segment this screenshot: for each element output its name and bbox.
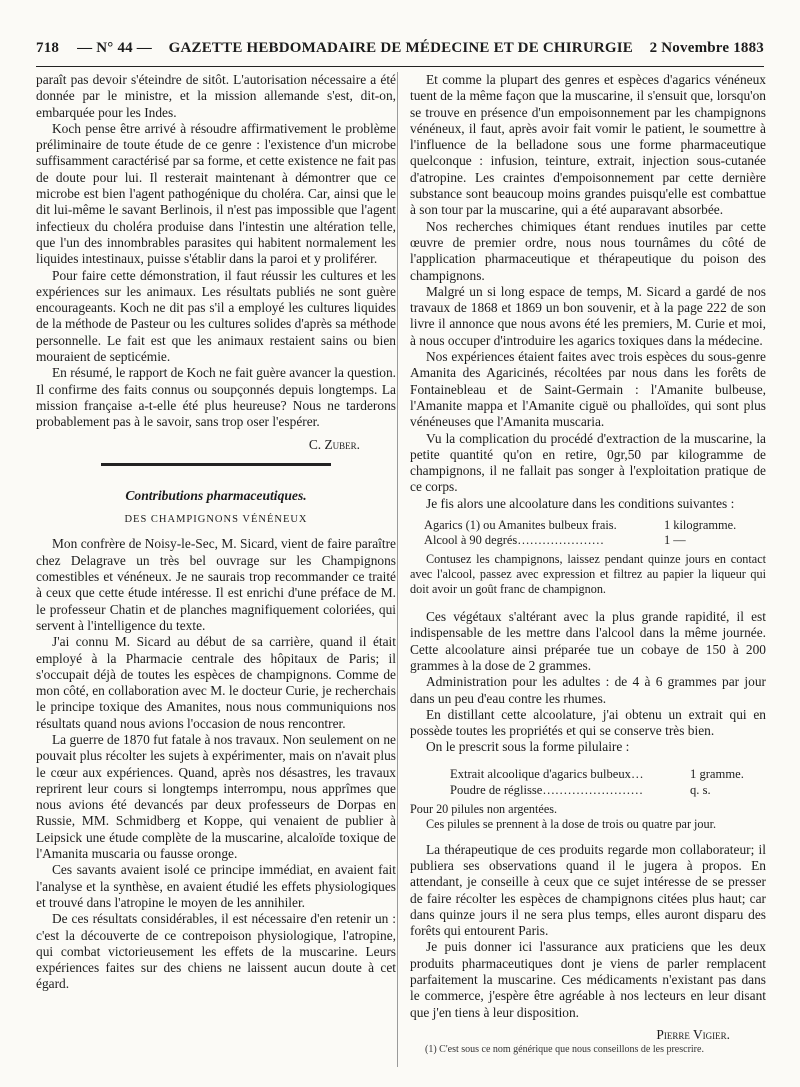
recipe-qty: 1 gramme. [690, 766, 744, 781]
paragraph: La guerre de 1870 fut fatale à nos travaux. Non seulement on ne pouvait plus récolter les sujets à expérimenter, mais on n'avait plus le cœur aux expériences. Quand, après nos désastres, les travaux reprirent leur cours si longtemps interrompu, nous apprîmes que nous avions été devancés par deux professeurs de Dorpas en Russie, MM. Schmidberg et Koppe, qui venaient de publier à Leipsick une étude complète de la muscarine, alcaloïde toxique de l'Amanita muscaria ou fausse oronge. [36, 731, 396, 862]
paragraph: Koch pense être arrivé à résoudre affirmativement le problème préliminaire de toute étude de ce genre : l'existence d'un microbe suffisamment caractérisé par sa forme, et cette existence ne fait pas de doute pour lui. Il resterait maintenant à démontrer que ce microbe est bien l'agent pathogénique du choléra. Car, ainsi que le dit lui-même le savant Berlinois, il n'est pas impossible que l'agent infectieux du choléra produise dans l'intestin une altération telle, que l'un des innombrables parasites qui habitent normalement les liquides intestinaux, puisse s'établir dans la paroi et y proliférer. [36, 120, 397, 267]
recipe-item: Extrait alcoolique d'agarics bulbeux… [450, 766, 644, 781]
page-header [36, 40, 764, 64]
paragraph: Je fis alors une alcoolature dans les conditions suivantes : [426, 495, 735, 511]
left-column [36, 72, 396, 993]
alcoolature-recipe [424, 518, 766, 548]
recipe-tail: Pour 20 pilules non argentées. [410, 801, 558, 816]
paragraph: J'ai connu M. Sicard au début de sa carrière, quand il était employé à la Pharmacie centrale des hôpitaux de Paris; il s'occupait déjà de toutes les espèces de champignons. Comme de mon côté, en collaboration avec M. le docteur Curie, je recherchais le principe toxique des Amanites, nous nous communiquions nos résultats quand nous avions l'occasion de nous rencontrer. [36, 634, 396, 731]
header-left [36, 40, 152, 57]
recipe-item: Poudre de réglisse…………………… [450, 782, 644, 797]
paragraph: En résumé, le rapport de Koch ne fait guère avancer la question. Il confirme des faits connus ou soupçonnés depuis longtemps. La mission française a-t-elle été plus heureuse? Nous ne tarderons probablement pas à le savoir, sans trop oser l'espérer. [36, 365, 396, 430]
paragraph: De ces résultats considérables, il est nécessaire d'en retenir un : c'est la découverte de ce contrepoison physiologique, l'atropine, qui combat victorieusement les effets de la muscarine. Leurs expériences faites sur des chiens ne laissent aucun doute à cet égard. [36, 911, 396, 992]
paragraph: La thérapeutique de ces produits regarde mon collaborateur; il publiera ses observations quand il le jugera à propos. En attendant, je conseille à ceux que ce sujet intéresse de se presser de faire récolter les espèces de champignons citées plus haut; car dans quinze jours il ne sera plus temps, elles auront disparu des forêts qui entourent Paris. [410, 841, 766, 939]
column-divider [397, 72, 398, 1067]
recipe-line [450, 782, 766, 798]
recipe-qty: q. s. [690, 782, 711, 797]
section-subtitle: DES CHAMPIGNONS VÉNÉNEUX [124, 514, 308, 526]
paragraph: Pour faire cette démonstration, il faut réussir les cultures et les expériences sur les animaux. Les résultats publiés ne sont guère encourageants. Koch ne dit pas s'il a employé les cultures liquides de la méthode de Pasteur ou les cultures solides d'après sa méthode personnelle. Le fait est que les animaux restaient sains ou bien mouraient de septicémie. [36, 267, 396, 365]
paragraph: Ces savants avaient isolé ce principe immédiat, en avaient fait l'analyse et la synthèse, en avaient étudié les effets physiologiques et trouvé dans l'atropine le moyen de les annihiler. [36, 862, 396, 910]
paragraph: En distillant cette alcoolature, j'ai obtenu un extrait qui en possède toutes les propriétés et qui se conserve très bien. [410, 706, 766, 739]
issue-date: 2 Novembre 1883 [649, 40, 764, 56]
paragraph: Malgré un si long espace de temps, M. Sicard a gardé de nos travaux de 1868 et 1869 un bon souvenir, et à la page 222 de son livre il annonce que nous avons été les premiers, M. Curie et moi, à nous occuper d'introduire les agarics toxiques dans la médecine. [410, 283, 766, 348]
recipe-qty: 1 — [664, 533, 686, 548]
recipe-line [424, 533, 766, 548]
recipe-dose-note: Ces pilules se prennent à la dose de trois ou quatre par jour. [426, 816, 717, 831]
footnote: (1) C'est sous ce nom générique que nous conseillons de les prescrire. [425, 1044, 704, 1055]
section-title: Contributions pharmaceutiques. [125, 487, 307, 503]
paragraph: Vu la complication du procédé d'extraction de la muscarine, la petite quantité qu'on en retire, 0gr,50 par kilogramme de champignons, il ne fallait pas songer à l'exploitation pratique de ce corps. [410, 430, 766, 495]
journal-title: GAZETTE HEBDOMADAIRE DE MÉDECINE ET DE CHIRURGIE [168, 40, 634, 56]
signature-zuber: C. Zuber. [308, 436, 360, 452]
signature-vigier: Pierre Vigier. [656, 1026, 730, 1042]
recipe-qty: 1 kilogramme. [664, 518, 737, 533]
paragraph: paraît pas devoir s'éteindre de sitôt. L'autorisation nécessaire a été donnée par le ministre, et la mission allemande s'est, dit-on, embarquée pour les Indes. [36, 72, 396, 120]
recipe-item: Alcool à 90 degrés………………… [424, 533, 604, 548]
recipe-line [450, 766, 766, 782]
right-column [410, 72, 766, 1043]
page-number: 718 [36, 40, 60, 56]
paragraph: Ces végétaux s'altérant avec la plus grande rapidité, il est indispensable de les mettre dans l'alcool dans la même journée. Cette alcoolature ainsi préparée tue un cobaye de 150 à 200 grammes à la dose de 2 grammes. [410, 609, 766, 673]
paragraph: Nos recherches chimiques étant rendues inutiles par cette œuvre de premier ordre, nous nous tournâmes du côté de l'application pharmaceutique et thérapeutique du poison des champignons. [410, 218, 766, 283]
paragraph: Nos expériences étaient faites avec trois espèces du sous-genre Amanita des Agaricinés, récoltées par nous dans les forêts de Fontainebleau et de Saint-Germain : l'Amanite bulbeuse, l'Amanite mappa et l'Amanite ciguë ou phalloïdes, qui sont plus vénéneuses que l'Amanita muscaria. [410, 349, 766, 430]
paragraph: On le prescrit sous la forme pilulaire : [426, 739, 630, 755]
pill-recipe [450, 766, 766, 798]
issue-number: — N° 44 — [77, 40, 152, 56]
section-rule [101, 463, 331, 466]
recipe-note: Contusez les champignons, laissez pendant quinze jours en contact avec l'alcool, passez avec expression et filtrez au papier la liqueur qui doit avoir un goût franc de champignon. [410, 552, 766, 597]
paragraph: Administration pour les adultes : de 4 à 6 grammes par jour dans un peu d'eau contre les rhumes. [410, 674, 766, 706]
paragraph: Et comme la plupart des genres et espèces d'agarics vénéneux tuent de la même façon que la muscarine, il s'ensuit que, lorsqu'on se trouve en présence d'un empoisonnement par les champignons vénéneux, il faut, après avoir fait vomir le patient, le soumettre à l'influence de la belladone sous une forme pharmaceutique quelconque : infusion, teinture, extrait, injection sous-cutanée d'atropine. Les craintes d'empoisonnement par cette dernière substance sont beaucoup moins grandes puisqu'elle est combattue à son tour par la muscarine, qui a été auparavant absorbée. [410, 72, 766, 218]
paragraph: Je puis donner ici l'assurance aux praticiens que les deux produits pharmaceutiques dont je viens de parler remplacent parfaitement la muscarine. Ces médicaments n'existant pas dans le commerce, j'espère être agréable à nos lecteurs en leur disant que j'en tiens à leur disposition. [410, 939, 766, 1020]
recipe-line [424, 518, 766, 533]
recipe-item: Agarics (1) ou Amanites bulbeux frais. [424, 518, 617, 533]
paragraph: Mon confrère de Noisy-le-Sec, M. Sicard, vient de faire paraître chez Delagrave un très bel ouvrage sur les Champignons comestibles et vénéneux. Je ne saurais trop recommander ce traité à ceux que cette étude intéresse. Il est enrichi d'une préface de M. le professeur Chatin et de planches magnifiquement coloriées, qui servent à l'intelligence du texte. [36, 536, 396, 633]
header-rule [36, 66, 764, 67]
